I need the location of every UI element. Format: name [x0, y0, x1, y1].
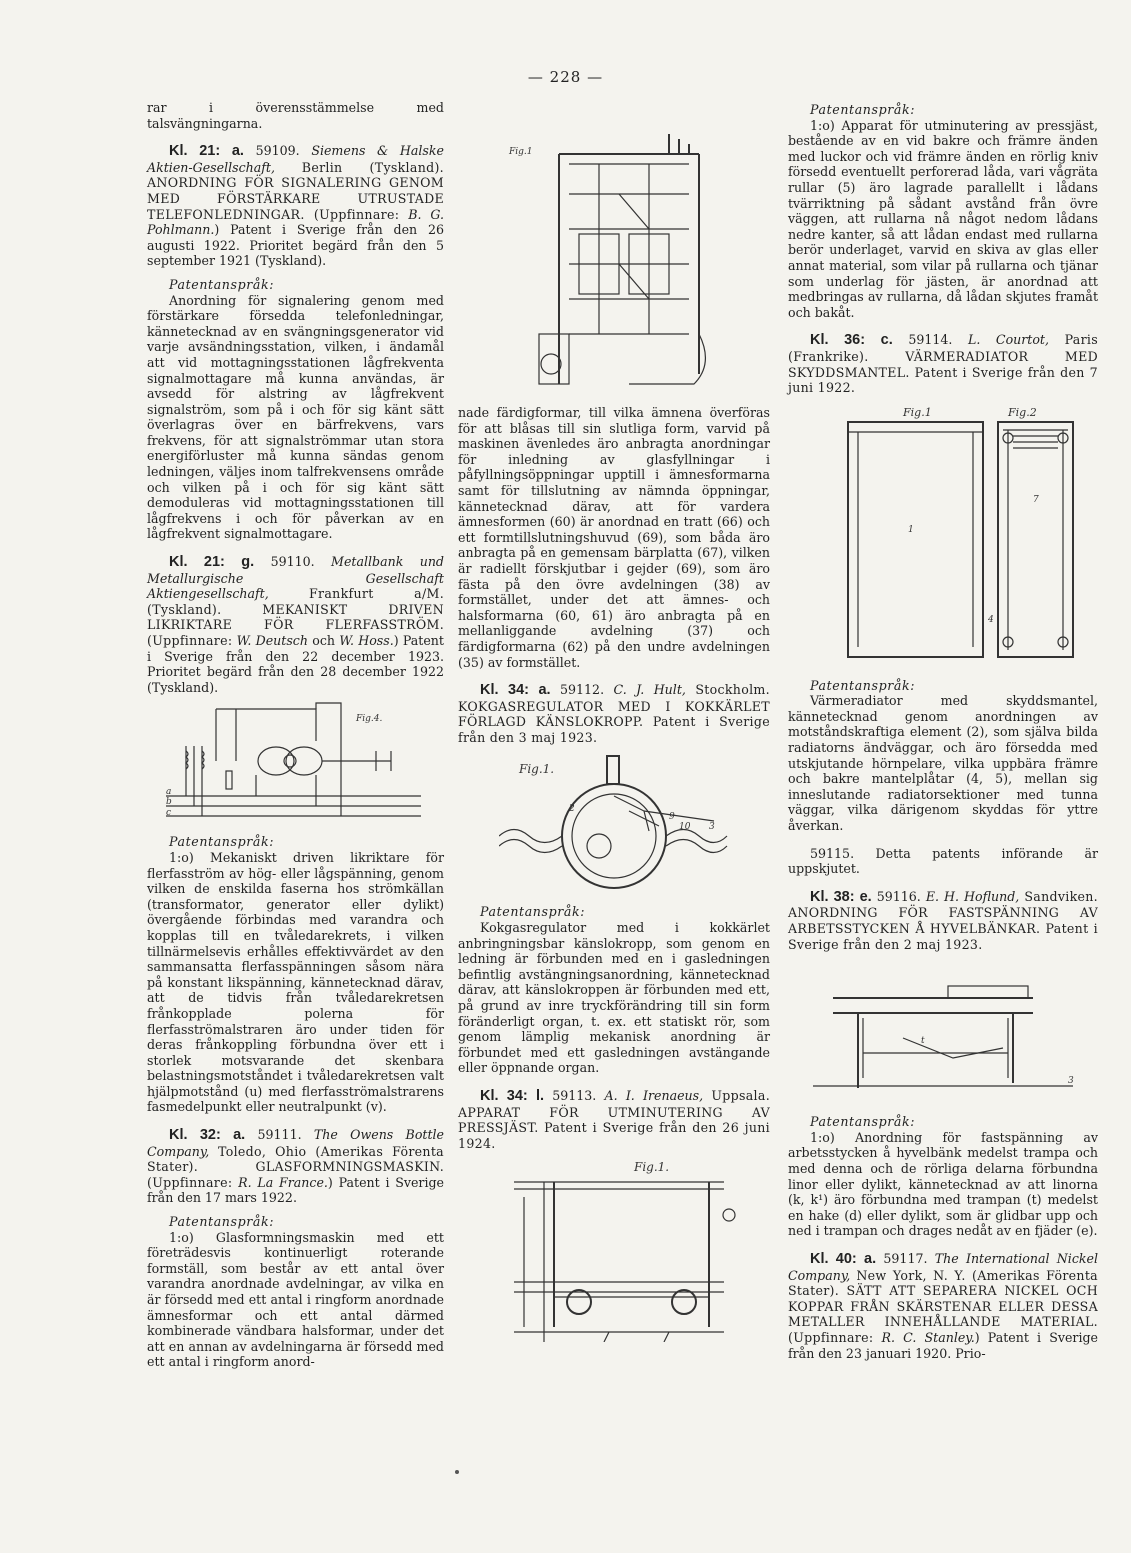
gas-regulator-figure	[499, 751, 729, 896]
fig4-label: Fig.4.	[355, 714, 382, 725]
yeast-apparatus-figure	[484, 1157, 744, 1342]
patent-class: Kl. 38: e.	[810, 888, 872, 905]
patent-description: Stockholm. KOKGASREGULATOR MED I KOKKÄRLET FÖRLAGD KÄNSLOKROPP. Patent i Sverige från den 3 maj 1923.	[458, 682, 770, 745]
patent-claim: Anordning för signalering genom med förstärkare försedda telefonledningar, kännetecknad av en svängningsgenerator vid varje avsändningsstation, vilken, i ändamål att vid mottagningsstationen lågfrekventa signalmottagare må kunna användas, är avsedd för alstring av lågfrekvent signalström, som på i och för sig känt sätt överlagras över en bärfrekvens, vars frekvens, för att signalströmmar utan stora energiförluster må kunna sändas genom ledningen, väljes inom talfrekvensens område och vilken på i och för sig känt sätt demoduleras vid mottagningsstationen till lågfrekvens i och för påverkan av en lågfrekvent signalmottagare.	[147, 292, 444, 542]
patent-class: Kl. 36: c.	[810, 332, 893, 349]
patent-details: ) Patent i Sverige från den 17 mars 1922.	[147, 1174, 444, 1206]
inventor-conjunction: och	[312, 633, 335, 648]
patent-owner: The International Nickel Company,	[788, 1250, 1098, 1283]
patent-entry-59111	[147, 1127, 444, 1206]
svg-text:Fig.1: Fig.1	[509, 147, 533, 157]
claims-heading: Patentanspråk:	[169, 834, 275, 850]
patent-inventor: W. Deutsch	[236, 633, 308, 648]
patent-number: 59111.	[257, 1127, 302, 1143]
patent-number: 59110.	[270, 554, 315, 570]
patent-details: ) Patent i Sverige från den 23 januari 1920. Prio-	[788, 1329, 1098, 1361]
patent-entry-59115: 59115. Detta patents införande är uppskjutet.	[788, 845, 1098, 877]
patent-number: 59117.	[883, 1250, 928, 1266]
patent-inventor: B. G. Pohlmann.	[147, 206, 444, 238]
planing-bench-figure	[803, 958, 1083, 1106]
rad-fig1-label: Fig.1	[903, 405, 932, 419]
svg-text:2: 2	[569, 804, 575, 815]
patent-description: Berlin (Tyskland). ANORDNING FÖR SIGNALERING GENOM MED FÖRSTÄRKARE UTRUSTADE TELEFONLEDNINGAR. (Uppfinnare:	[147, 159, 444, 222]
rad-fig2-label: Fig.2	[1008, 405, 1037, 419]
printing-dot	[455, 1470, 459, 1474]
patent-class: Kl. 34: l.	[480, 1088, 545, 1104]
svg-text:t: t	[921, 1036, 925, 1047]
claims-heading: Patentanspråk:	[169, 1214, 275, 1230]
glass-machine-figure	[499, 134, 729, 399]
patent-inventor: W. Hoss.	[339, 633, 394, 648]
svg-text:a: a	[165, 787, 171, 798]
patent-description: New York, N. Y. (Amerikas Förenta Stater). SÄTT ATT SEPARERA NICKEL OCH KOPPAR FRÅN SKÄRSTENAR ELLER DESSA METALLER INNEHÅLLANDE MATERIAL. (Uppfinnare:	[788, 1267, 1098, 1345]
patent-description: Uppsala. APPARAT FÖR UTMINUTERING AV PRESSJÄST. Patent i Sverige från den 26 juni 1924.	[458, 1088, 770, 1151]
column-1	[147, 100, 444, 1370]
patent-owner: Siemens & Halske Aktien-Gesellschaft,	[147, 143, 444, 175]
patent-class: Kl. 32: a.	[169, 1127, 246, 1144]
patent-entry-59109	[147, 143, 444, 269]
patent-claim: Kokgasregulator med i kokkärlet anbringningsbar känslokropp, som genom en ledning är förbunden med en i gasledningen befintlig avstängningsanordning, kännetecknad därav, att känslokroppen är förbunden med ett, på grund av inre tryckförändring till sin form föränderligt organ, t. ex. ett statiskt rör, som genom lämplig mekanisk anordning är förbundet med ett gasledningen avstängande eller öppnande organ.	[458, 920, 770, 1076]
patent-description: Frankfurt a/M. (Tyskland). MEKANISKT DRIVEN LIKRIKTARE FÖR FLERFASSTRÖM. (Uppfinnare:	[147, 586, 444, 648]
svg-text:3: 3	[709, 822, 715, 833]
patent-owner: L. Courtot,	[968, 332, 1049, 348]
rectifier-circuit-figure	[166, 701, 426, 826]
claims-heading: Patentanspråk:	[480, 904, 586, 920]
continued-text: rar i överensstämmelse med talsvängningarna.	[147, 100, 444, 131]
claims-heading: Patentanspråk:	[810, 677, 916, 693]
patent-entry-59110	[147, 554, 444, 695]
patent-claim: Värmeradiator med skyddsmantel, kännetecknad genom anordningen av motståndskraftiga element (2), som själva bilda radiatorns ändväggar, och äro försedda med utskjutande hörnpelare, vilka uppbära främre och bakre mantelplåtar (4, 5), mellan sig inneslutande radiatorsektioner med tunna väggar, vilka därigenom skyddas för yttre åverkan.	[788, 693, 1098, 834]
svg-text:c: c	[165, 808, 171, 819]
svg-text:b: b	[165, 797, 172, 808]
patent-owner: The Owens Bottle Company,	[147, 1127, 444, 1159]
svg-text:7: 7	[1033, 494, 1039, 505]
patent-inventor: R. C. Stanley.	[881, 1329, 975, 1345]
patent-number: 59109.	[255, 143, 300, 159]
patent-entry-59117	[788, 1251, 1098, 1361]
patent-number: 59113.	[552, 1088, 597, 1103]
patent-entry-59114	[788, 332, 1098, 395]
fig1-kok-label: Fig.1.	[519, 762, 555, 777]
radiator-figure	[808, 402, 1078, 670]
svg-text:4: 4	[988, 614, 994, 625]
patent-number: 59112.	[560, 682, 605, 698]
claims-heading: Patentanspråk:	[810, 1114, 916, 1130]
patent-class: Kl. 40: a.	[810, 1250, 877, 1267]
patent-description: Toledo, Ohio (Amerikas Förenta Stater). GLASFORMNINGSMASKIN. (Uppfinnare:	[147, 1143, 444, 1190]
svg-text:1: 1	[908, 524, 914, 535]
patent-class: Kl. 21: g.	[169, 554, 255, 571]
patent-description: Sandviken. ANORDNING FÖR FASTSPÄNNING AV ARBETSSTYCKEN Å HYVELBÄNKAR. Patent i Sverige från den 2 maj 1923.	[788, 888, 1098, 952]
claims-heading: Patentanspråk:	[169, 276, 275, 292]
patent-class: Kl. 21: a.	[169, 143, 244, 160]
patent-entry-59113	[458, 1088, 770, 1151]
patent-class: Kl. 34: a.	[480, 682, 551, 699]
patent-owner: E. H. Hoflund,	[925, 888, 1020, 904]
patent-claim: 1:o) Apparat för utminutering av pressjäst, bestående av en vid bakre och främre änden med luckor och vid främre änden en rörlig kniv försedd eventuellt perforerad låda, vari vågräta rullar (5) äro lagrade parallellt i lådans tvärriktning på sådant avstånd från övre väggen, att rullarna nå något nedom lådans nedre kanter, så att lådan endast med rullarna berör underlaget, varvid en skiva av glas eller annat material, som vilar på rullarna och tjänar som underlag för jästen, är anordnad att medbringas av rullarna, då lådan skjutes framåt och bakåt.	[788, 117, 1098, 320]
patent-number: 59116.	[876, 888, 921, 904]
patent-details: ) Patent i Sverige från den 26 augusti 1922. Prioritet begärd från den 5 september 1921 (Tyskland).	[147, 222, 444, 269]
continued-text: nade färdigformar, till vilka ämnena överföras för att blåsas till sin slutliga form, varvid på maskinen ävenledes äro anbragta anordningar för inledning av glasfyllningar i påfyllningsöppningar upptill i ämnesformarna samt för tillslutning av nämnda öppningar, kännetecknad därav, att för vardera ämnesformen (60) är anordnad en tratt (66) och ett formtillslutningshuvud (69), som båda äro anbragta på en gemensam bärplatta (67), vilken är radiellt förskjutbar i gejder (69), som äro fästa på den övre avdelningen (38) av formstället, under det att ämnes- och halsformarna (60, 61) äro anbragta på en mellanliggande avdelning (37) och färdigformarna (62) på den undre avdelningen (35) av formstället.	[458, 405, 770, 670]
patent-number: 59114.	[908, 332, 953, 348]
column-2	[458, 128, 770, 1348]
claims-heading: Patentanspråk:	[810, 102, 916, 117]
svg-text:3: 3	[1068, 1076, 1074, 1087]
patent-details: ) Patent i Sverige från den 22 december 1923. Prioritet begärd från den 28 december 1922 (Tyskland).	[147, 633, 444, 695]
patent-claim: 1:o) Glasformningsmaskin med ett företrädesvis kontinuerligt roterande formställ, som består av ett antal över varandra anordnade avdelningar, av vilka en är försedd med ett antal i ringform anordnade ämnesformar och ett antal därmed kombinerade vändbara halsformar, under det att en annan av avdelningarna är försedd med ett antal i ringform anord-	[147, 1229, 444, 1370]
patent-description: Paris (Frankrike). VÄRMERADIATOR MED SKYDDSMANTEL. Patent i Sverige från den 7 juni 1922.	[788, 332, 1099, 396]
patent-inventor: R. La France.	[238, 1174, 328, 1190]
svg-text:10: 10	[679, 822, 691, 833]
page-number: — 228 —	[527, 68, 604, 86]
fig1-jast-label: Fig.1.	[634, 1160, 670, 1175]
patent-owner: Metallbank und Metallurgische Gesellschaft Aktiengesellschaft,	[147, 554, 444, 602]
patent-entry-59116	[788, 889, 1098, 952]
column-3	[788, 100, 1098, 1361]
patent-owner: C. J. Hult,	[613, 682, 686, 698]
svg-text:9: 9	[669, 812, 675, 823]
patent-claim: 1:o) Mekaniskt driven likriktare för flerfasström av hög- eller lågspänning, genom vilken de enskilda faserna hos strömkällan (transformator, generator eller dylikt) övergående förbindas med varandra och kopplas till en tvåledarekrets, i vilken tillnärmelsevis erhålles effektivvärdet av den sammansatta flerfasspänningen såsom nära på konstant likspänning, kännetecknad därav, att de tidvis från tvåledarekretsen frånkopplade polerna för flerfasströmalstraren äro under tiden för deras frånkoppling förbundna över ett i storlek motsvarande det skenbara belastningsmotståndet i tvåledarekretsen valt hjälpmotstånd (u) med flerfasströmalstrarens fasmedelpunkt eller neutralpunkt (v).	[147, 849, 444, 1115]
patent-entry-59112	[458, 682, 770, 745]
patent-claim: 1:o) Anordning för fastspänning av arbetsstycken å hyvelbänk medelst trampa och med denna och de rörliga delarna förbundna linor eller dylikt, kännetecknad av att linorna (k, k¹) äro förbundna med trampan (t) medelst en hake (d) eller dylikt, som är glidbar upp och ned i trampan och drages nedåt av en fjäder (e).	[788, 1129, 1098, 1239]
patent-owner: A. I. Irenaeus,	[604, 1088, 704, 1103]
